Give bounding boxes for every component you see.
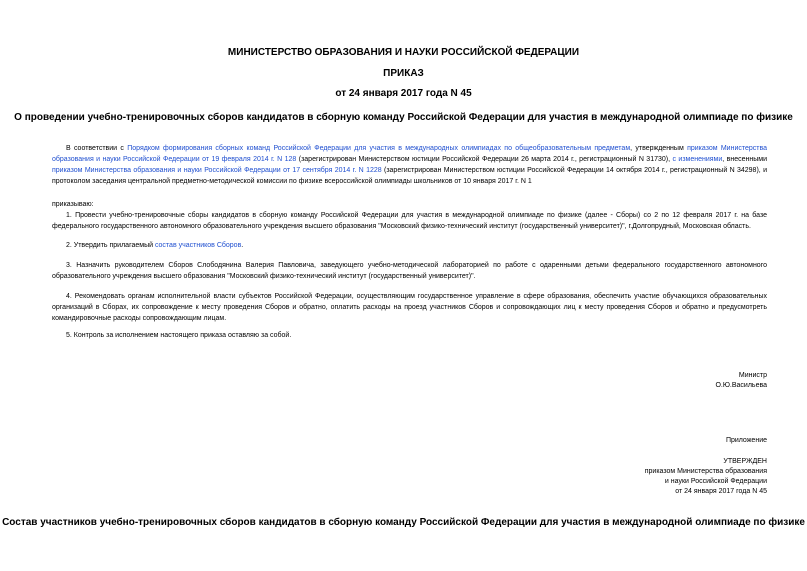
- order-1228-link[interactable]: приказом Министерства образования и науки Российской Федерации от 17 сентября 2014 г. N 1228: [52, 167, 382, 174]
- changes-link[interactable]: с изменениями: [672, 156, 723, 163]
- signature-block: [715, 371, 767, 391]
- item-4: 4. Рекомендовать органам исполнительной власти субъектов Российской Федерации, осуществляющим государственное управление в сфере образования, обеспечить участие обучающихся образовательных организаций в Сборах, их сопровождение к месту проведения Сборов и обратно, оплатить расходы на проезд участников Сборов и сопровождающих лиц к месту проведения Сборов и обратно и предусмотреть командировочные расходы сопровождающим лицам.: [52, 293, 767, 322]
- item-1: 1. Провести учебно-тренировочные сборы кандидатов в сборную команду Российской Федерации для участия в международной олимпиаде по физике (далее - Сборы) со 2 по 12 февраля 2017 г. на базе федерального государственного автономного образовательного учреждения высшего образования "Московский физико-технический институт (государственный университет)", г.Долгопрудный, Московская область.: [52, 212, 767, 230]
- intro-text-3: (зарегистрирован Министерством юстиции Российской Федерации 26 марта 2014 г., регистрационный N 31730),: [296, 156, 673, 163]
- order-heading: ПРИКАЗ: [383, 68, 424, 79]
- item-2-end: .: [241, 242, 244, 249]
- participants-list-link[interactable]: состав участников Сборов: [154, 242, 242, 249]
- order-word: приказываю:: [52, 201, 94, 208]
- intro-text-4: , внесенными: [722, 156, 768, 163]
- approval-line-2: и науки Российской Федерации: [664, 478, 767, 485]
- item-5: 5. Контроль за исполнением настоящего приказа оставляю за собой.: [66, 332, 292, 339]
- intro-text-5: (зарегистрирован Министерством юстиции Российской Федерации 14 октября 2014 г., регистрационный N 34298), и протоколом заседания центральной предметно-методической комиссии по физике всероссийской олимпиады школьников от 10 января 2017 г. N 1: [52, 167, 767, 185]
- approval-line-1: приказом Министерства образования: [644, 468, 767, 475]
- intro-paragraph: [52, 143, 767, 187]
- ministry-heading: МИНИСТЕРСТВО ОБРАЗОВАНИЯ И НАУКИ РОССИЙСКОЙ ФЕДЕРАЦИИ: [227, 47, 580, 58]
- item-3: 3. Назначить руководителем Сборов Слободянина Валерия Павловича, заведующего учебно-методической лабораторией по работе с одаренными детьми федерального государственного автономного образовательного учреждения высшего образования "Московский физико-технический институт (государственный университет)".: [52, 262, 767, 280]
- item-2-text: 2. Утвердить прилагаемый: [66, 242, 155, 249]
- appendix-label: Приложение: [725, 437, 767, 444]
- signature-name: О.Ю.Васильева: [715, 382, 767, 389]
- order-date: от 24 января 2017 года N 45: [335, 88, 472, 99]
- approval-block: [645, 457, 767, 497]
- signature-position: Министр: [738, 372, 767, 379]
- procedure-link[interactable]: Порядком формирования сборных команд Российской Федерации для участия в международных олимпиадах по общеобразовательным предметам: [127, 145, 631, 152]
- participants-title: Состав участников учебно-тренировочных сборов кандидатов в сборную команду Российской Федерации для участия в международной олимпиаде по физике: [2, 517, 805, 528]
- intro-text-2: , утвержденным: [630, 145, 688, 152]
- document-title: О проведении учебно-тренировочных сборов кандидатов в сборную команду Российской Федерации для участия в международной олимпиаде по физике: [14, 112, 793, 123]
- order-128-link[interactable]: приказом Министерства образования и науки Российской Федерации от 19 февраля 2014 г. N 128: [52, 145, 768, 163]
- intro-text-1: В соответствии с: [66, 145, 128, 152]
- item-2: [52, 240, 767, 251]
- approval-line-3: от 24 января 2017 года N 45: [675, 488, 767, 495]
- approved-label: УТВЕРЖДЕН: [723, 458, 767, 465]
